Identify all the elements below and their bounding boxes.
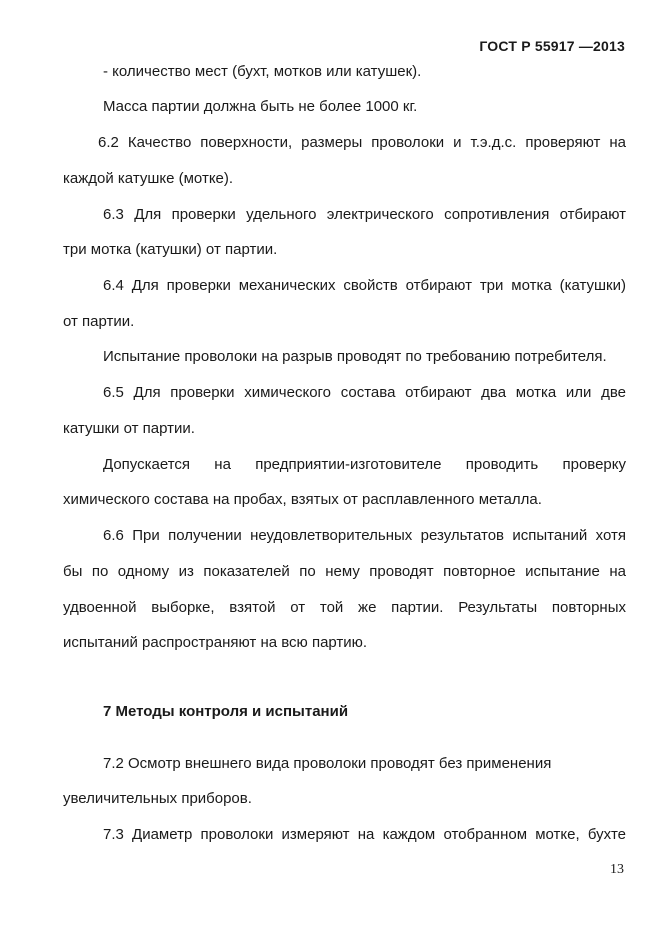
text-line: химического состава на пробах, взятых от расплавленного металла. [63, 491, 542, 508]
document-header: ГОСТ Р 55917 —2013 [479, 38, 625, 54]
text-line: от партии. [63, 313, 135, 330]
text-line: бы по одному из показателей по нему проводят повторное испытание на [63, 563, 626, 580]
text-line: катушки от партии. [63, 420, 195, 437]
text-line: каждой катушке (мотке). [63, 170, 234, 187]
text-line: испытаний распространяют на всю партию. [63, 634, 368, 651]
text-line: Допускается на предприятии-изготовителе проводить проверку [103, 456, 626, 473]
text-line: - количество мест (бухт, мотков или катушек). [103, 63, 422, 80]
text-line: увеличительных приборов. [63, 790, 252, 807]
page-number: 13 [610, 862, 624, 877]
text-line: Испытание проволоки на разрыв проводят по требованию потребителя. [103, 348, 607, 365]
text-line: 6.3 Для проверки удельного электрического сопротивления отбирают [103, 206, 626, 223]
text-line: 7.3 Диаметр проволоки измеряют на каждом отобранном мотке, бухте [103, 826, 626, 843]
text-line: Масса партии должна быть не более 1000 кг. [103, 98, 418, 115]
text-line: удвоенной выборке, взятой от той же партии. Результаты повторных [63, 599, 626, 616]
section-heading: 7 Методы контроля и испытаний [103, 703, 349, 720]
text-line: 6.5 Для проверки химического состава отбирают два мотка или две [103, 384, 626, 401]
text-line: 6.6 При получении неудовлетворительных результатов испытаний хотя [103, 527, 626, 544]
text-line: 7.2 Осмотр внешнего вида проволоки проводят без применения [103, 755, 552, 772]
text-line: 6.4 Для проверки механических свойств отбирают три мотка (катушки) [103, 277, 626, 294]
text-line: три мотка (катушки) от партии. [63, 241, 278, 258]
text-line: 6.2 Качество поверхности, размеры проволоки и т.э.д.с. проверяют на [98, 134, 626, 151]
